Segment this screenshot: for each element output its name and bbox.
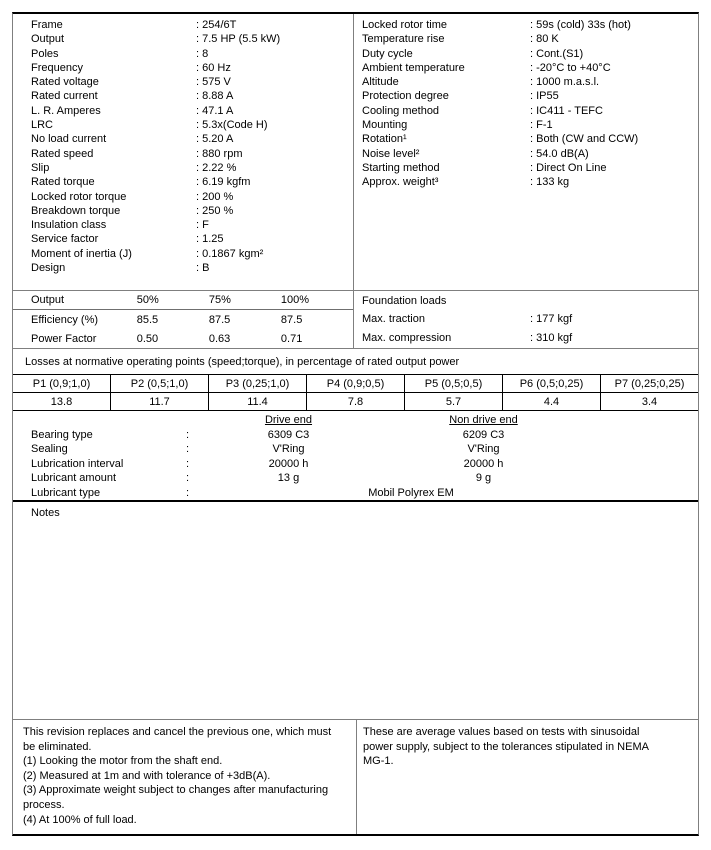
losses-point-value: 3.4	[641, 395, 658, 408]
output-table-row	[13, 310, 353, 329]
spec-value: : IP55	[530, 89, 559, 103]
foundation-value: : 177 kgf	[530, 310, 572, 329]
spec-row	[354, 104, 698, 118]
spec-list-left	[13, 14, 353, 290]
footer-paragraph: These are average values based on tests with sinusoidal power supply, subject to the tolerances stipulated in NEMA MG-1.	[363, 726, 649, 768]
spec-label: Rated speed	[31, 147, 94, 160]
spec-label: Cooling method	[362, 104, 440, 117]
spec-label: Approx. weight³	[362, 176, 439, 189]
spec-label: Starting method	[362, 161, 440, 174]
bearing-label: Lubrication interval	[31, 457, 124, 470]
spec-row	[354, 161, 698, 175]
bearings-body	[13, 428, 698, 486]
spec-row	[13, 61, 353, 75]
spec-row	[13, 247, 353, 261]
spec-value: : B	[196, 261, 209, 275]
footer-paragraph: (4) At 100% of full load.	[23, 813, 137, 826]
spec-label: Rotation¹	[362, 133, 407, 146]
losses-section	[13, 348, 698, 411]
losses-point-header: P1 (0,9;1,0)	[13, 375, 111, 392]
footer-paragraph: (2) Measured at 1m and with tolerance of +3dB(A).	[23, 769, 271, 782]
spec-value: : F	[196, 218, 209, 232]
spec-value: : 8	[196, 47, 208, 61]
spec-label: Design	[31, 262, 66, 275]
motor-datasheet	[12, 12, 699, 836]
losses-point-header: P3 (0,25;1,0)	[209, 375, 307, 392]
bearings-header-row	[13, 413, 698, 428]
spec-value: : 80 K	[530, 32, 559, 46]
spec-label: Breakdown torque	[31, 204, 121, 217]
output-value-50: 85.5	[136, 313, 159, 326]
footer-revision-notes	[13, 720, 356, 834]
spec-label: Frequency	[31, 61, 83, 74]
output-table-body	[13, 310, 353, 348]
spec-value: : 60 Hz	[196, 61, 231, 75]
foundation-row	[354, 310, 698, 329]
spec-value: : 5.20 A	[196, 132, 233, 146]
spec-value: : IC411 - TEFC	[530, 104, 603, 118]
spec-row	[13, 218, 353, 232]
spec-label: Noise level²	[362, 147, 420, 160]
losses-point-header: P2 (0,5;1,0)	[111, 375, 209, 392]
spec-value: : 575 V	[196, 75, 231, 89]
spec-row	[13, 47, 353, 61]
spec-value: : 133 kg	[530, 175, 569, 189]
spec-row	[13, 104, 353, 118]
spec-value: : 47.1 A	[196, 104, 233, 118]
bearing-value-non-drive-end: V'Ring	[467, 443, 500, 456]
performance-section	[13, 290, 698, 348]
bearing-row	[13, 428, 698, 443]
footer-paragraph: (1) Looking the motor from the shaft end.	[23, 755, 223, 768]
spec-row	[13, 161, 353, 175]
spec-row	[13, 89, 353, 103]
bearings-col-drive-end: Drive end	[264, 414, 313, 426]
bearing-row	[13, 471, 698, 486]
losses-point-value: 11.4	[209, 393, 307, 410]
spec-label: L. R. Amperes	[31, 104, 101, 117]
bearing-row	[13, 442, 698, 457]
notes-title: Notes	[31, 507, 60, 519]
spec-row	[354, 61, 698, 75]
lubricant-type-row	[13, 486, 698, 501]
spec-label: Rated current	[31, 90, 98, 103]
foundation-row	[354, 329, 698, 348]
spec-row	[13, 118, 353, 132]
bearing-value-non-drive-end: 6209 C3	[462, 428, 505, 441]
losses-point-header: P6 (0,5;0,25)	[503, 375, 601, 392]
spec-value: : 59s (cold) 33s (hot)	[530, 18, 631, 32]
bearing-value-drive-end: 20000 h	[268, 457, 309, 470]
losses-point-value: 13.8	[13, 393, 111, 410]
foundation-loads	[353, 291, 698, 348]
footer-paragraph: This revision replaces and cancel the previous one, which must be eliminated.	[23, 726, 332, 753]
losses-header-row	[13, 375, 698, 393]
losses-point-value: 7.8	[307, 393, 405, 410]
bearings-header-spacer	[13, 413, 186, 428]
spec-label: Rated voltage	[31, 76, 99, 89]
spec-label: Temperature rise	[362, 33, 445, 46]
losses-point-header: P4 (0,9;0,5)	[307, 375, 405, 392]
spec-row	[13, 175, 353, 189]
losses-title: Losses at normative operating points (speed;torque), in percentage of rated output power	[25, 355, 460, 368]
footer-paragraph: (3) Approximate weight subject to changes after manufacturing process.	[23, 784, 329, 811]
losses-point-header: P5 (0,5;0,5)	[405, 375, 503, 392]
spec-label: Altitude	[362, 76, 399, 89]
spec-row	[13, 18, 353, 32]
bearings-col-non-drive-end: Non drive end	[449, 414, 518, 426]
spec-row	[13, 32, 353, 46]
spec-row	[13, 132, 353, 146]
losses-point-value: 4.4	[503, 393, 601, 410]
spec-value: : F-1	[530, 118, 553, 132]
spec-section	[13, 14, 698, 290]
spec-label: Poles	[31, 47, 59, 60]
output-value-50: 0.50	[136, 332, 159, 345]
bearing-value-drive-end: 13 g	[277, 472, 300, 485]
output-header-75: 75%	[208, 294, 231, 306]
footer-tolerance-notes	[356, 720, 698, 834]
spec-label: LRC	[31, 119, 54, 132]
foundation-label: Max. compression	[362, 332, 452, 344]
spec-value: : 880 rpm	[196, 147, 242, 161]
notes-section	[13, 502, 698, 720]
spec-label: Ambient temperature	[362, 61, 465, 74]
spec-row	[13, 75, 353, 89]
spec-value: : 6.19 kgfm	[196, 175, 250, 189]
losses-values-row	[13, 393, 698, 410]
foundation-value: : 310 kgf	[530, 329, 572, 348]
spec-label: No load current	[31, 133, 107, 146]
bearing-row	[13, 457, 698, 472]
output-value-75: 0.63	[208, 332, 231, 345]
spec-value: : 0.1867 kgm²	[196, 247, 263, 261]
output-table-header	[13, 291, 353, 310]
spec-row	[354, 18, 698, 32]
spec-row	[354, 132, 698, 146]
spec-value: : 250 %	[196, 204, 233, 218]
spec-value: : 1000 m.a.s.l.	[530, 75, 599, 89]
foundation-loads-title: Foundation loads	[362, 294, 447, 307]
spec-label: Locked rotor torque	[31, 190, 127, 203]
spec-row	[354, 118, 698, 132]
output-table	[13, 291, 353, 348]
bearing-value-non-drive-end: 9 g	[475, 472, 492, 485]
spec-label: Frame	[31, 19, 63, 31]
lubricant-type-label: Lubricant type	[31, 486, 101, 499]
spec-value: : 254/6T	[196, 18, 236, 32]
spec-value: : -20°C to +40°C	[530, 61, 611, 75]
footer-section	[13, 720, 698, 834]
spec-label: Moment of inertia (J)	[31, 247, 132, 260]
spec-value: : 1.25	[196, 232, 224, 246]
bearings-section	[13, 411, 698, 502]
spec-value: : Both (CW and CCW)	[530, 132, 638, 146]
losses-point-value: 11.7	[111, 393, 209, 410]
lubricant-type-value: Mobil Polyrex EM	[368, 486, 454, 499]
output-header-50: 50%	[136, 294, 159, 306]
bearing-value-non-drive-end: 20000 h	[463, 457, 504, 470]
spec-label: Rated torque	[31, 176, 95, 189]
losses-point-header: P7 (0,25;0,25)	[614, 377, 685, 390]
bearing-label: Sealing	[31, 443, 68, 456]
spec-value: : 8.88 A	[196, 89, 233, 103]
losses-table	[13, 374, 698, 411]
output-value-100: 87.5	[280, 313, 303, 326]
spec-value: : 2.22 %	[196, 161, 236, 175]
foundation-label: Max. traction	[362, 313, 425, 325]
spec-value: : 54.0 dB(A)	[530, 147, 589, 161]
spec-row	[354, 89, 698, 103]
spec-value: : 200 %	[196, 190, 233, 204]
losses-point-value: 5.7	[405, 393, 503, 410]
spec-row	[13, 147, 353, 161]
spec-row	[354, 32, 698, 46]
spec-label: Service factor	[31, 233, 99, 246]
spec-value: : Cont.(S1)	[530, 47, 583, 61]
spec-label: Output	[31, 33, 65, 46]
bearing-label: Bearing type	[31, 428, 93, 441]
spec-label: Mounting	[362, 119, 408, 132]
spec-value: : 5.3x(Code H)	[196, 118, 268, 132]
output-table-row	[13, 329, 353, 348]
output-row-label: Efficiency (%)	[31, 313, 99, 326]
bearing-value-drive-end: V'Ring	[272, 443, 305, 456]
output-header-100: 100%	[280, 294, 310, 306]
spec-value: : 7.5 HP (5.5 kW)	[196, 32, 280, 46]
spec-row	[13, 204, 353, 218]
output-value-75: 87.5	[208, 313, 231, 326]
spec-row	[13, 190, 353, 204]
spec-row	[13, 232, 353, 246]
spec-label: Slip	[31, 161, 50, 174]
spec-row	[13, 261, 353, 275]
spec-list-right	[353, 14, 698, 290]
output-header-label: Output	[31, 294, 65, 306]
spec-label: Protection degree	[362, 90, 449, 103]
spec-value: : Direct On Line	[530, 161, 606, 175]
output-value-100: 0.71	[280, 332, 303, 345]
output-row-label: Power Factor	[31, 332, 97, 345]
spec-label: Locked rotor time	[362, 19, 447, 31]
spec-row	[354, 47, 698, 61]
spec-row	[354, 147, 698, 161]
spec-row	[354, 75, 698, 89]
spec-row	[354, 175, 698, 189]
bearing-label: Lubricant amount	[31, 472, 116, 485]
foundation-loads-body	[354, 310, 698, 348]
bearing-value-drive-end: 6309 C3	[267, 428, 310, 441]
spec-label: Duty cycle	[362, 47, 413, 60]
spec-label: Insulation class	[31, 219, 107, 232]
